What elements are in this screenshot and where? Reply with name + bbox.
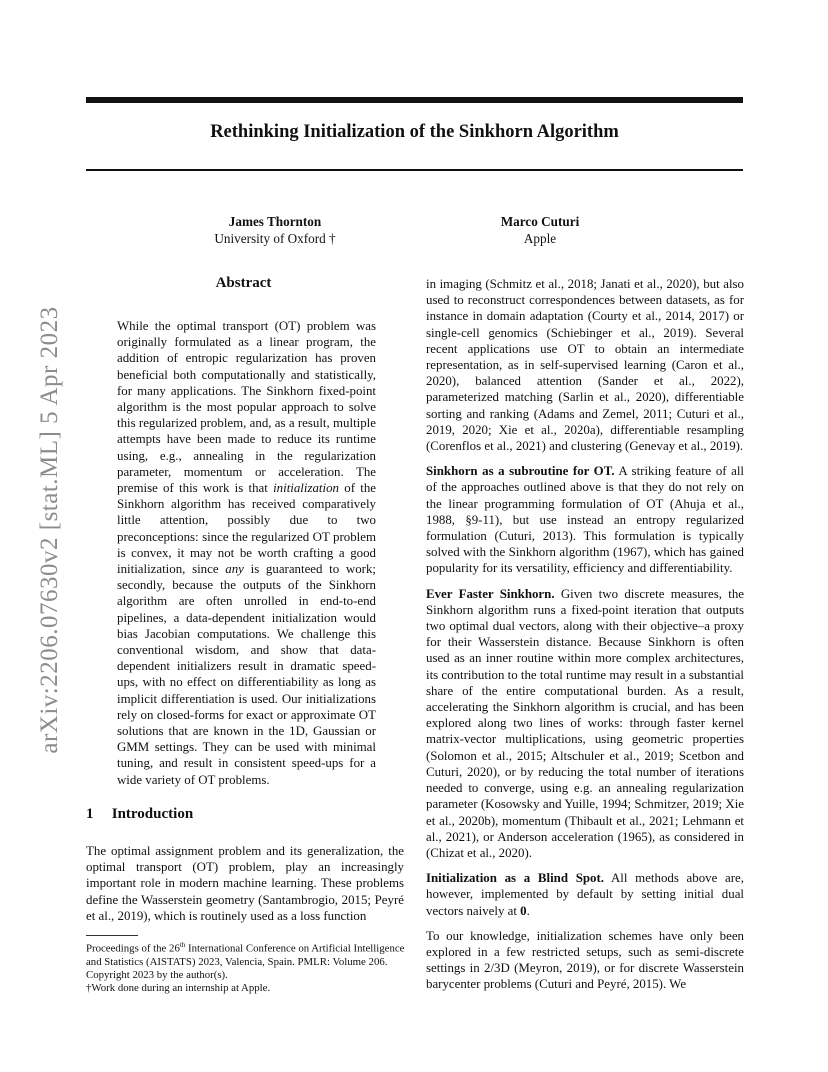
- paragraph-ever-faster: Ever Faster Sinkhorn. Given two discrete measures, the Sinkhorn algorithm runs a fixed-point iteration that outputs two optimal dual vectors, along with their objective–a proxy for their Wasserstein distance. Because Sinkhorn is often used as an inner routine within more complex architectures, its contribution to the total runtime may result in a substantial share of the entire computational burden. As a result, accelerating the Sinkhorn algorithm is crucial, and has been explored along two lines of works: through faster kernel matrix-vector multiplications, using geometric properties (Solomon et al., 2015; Altschuler et al., 2019; Scetbon and Cuturi, 2020), or by reducing the total number of iterations needed to converge, using e.g. an annealing regularization parameter (Kosowsky and Yuille, 1994; Schmitzer, 2019; Xie et al., 2020b), momentum (Thibault et al., 2021; Lehmann et al., 2021), or Anderson acceleration (1965), as considered in (Chizat et al., 2020).: [426, 586, 744, 860]
- paragraph: in imaging (Schmitz et al., 2018; Janati et al., 2020), but also used to reconstruct correspondences between datasets, as for instance in domain adaptation (Courty et al., 2014, 2017) or single-cell genomics (Schiebinger et al., 2019). Several recent applications use OT to obtain an intermediate representation, as in self-supervised learning (Caron et al., 2020), balanced attention (Sander et al., 2022), parameterized matching (Sarlin et al., 2020), differentiable sorting and ranking (Adams and Zemel, 2011; Cuturi et al., 2019, 2020; Xie et al., 2020a), differentiable resampling (Corenflos et al., 2021) and clustering (Genevay et al., 2019).: [426, 277, 744, 454]
- author-name: Marco Cuturi: [500, 214, 580, 229]
- footnote-proceedings: Proceedings of the 26th International Conference on Artificial Intelligence and Statistics (AISTATS) 2023, Valencia, Spain. PMLR: Volume 206. Copyright 2023 by the author(s).: [86, 941, 405, 981]
- paragraph-lead: Initialization as a Blind Spot.: [426, 871, 605, 886]
- paragraph-lead: Ever Faster Sinkhorn.: [426, 586, 555, 601]
- paragraph-lead: Sinkhorn as a subroutine for OT.: [426, 464, 615, 479]
- author-block-1: [170, 213, 380, 247]
- section-title: Introduction: [111, 806, 194, 822]
- title-rule: [86, 169, 743, 171]
- zero-vector: 0: [520, 903, 527, 918]
- abstract-heading: Abstract: [215, 275, 272, 291]
- footnote-work-note: †Work done during an internship at Apple.: [86, 981, 271, 994]
- paragraph-blind-spot: Initialization as a Blind Spot. All methods above are, however, implemented by default by setting initial dual vectors naively at 0.: [426, 871, 744, 918]
- arxiv-stamp: arXiv:2206.07630v2 [stat.ML] 5 Apr 2023: [36, 306, 63, 754]
- emphasis: any: [225, 562, 244, 577]
- footnotes: [86, 939, 409, 995]
- author-affiliation: University of Oxford †: [214, 231, 336, 246]
- footnote-rule: [86, 935, 138, 936]
- emphasis: initialization: [273, 481, 339, 496]
- top-rule: [86, 97, 743, 103]
- intro-paragraph: The optimal assignment problem and its generalization, the optimal transport (OT) problem, play an increasingly important role in modern machine learning. These problems define the Wasserstein geometry (Santambrogio, 2015; Peyré et al., 2019), which is routinely used as a loss function: [86, 844, 404, 923]
- paper-title: Rethinking Initialization of the Sinkhorn Algorithm: [210, 122, 619, 142]
- author-block-2: [435, 213, 645, 247]
- right-column: [426, 276, 744, 1002]
- author-affiliation: Apple: [523, 231, 557, 246]
- paragraph-sinkhorn-subroutine: Sinkhorn as a subroutine for OT. A striking feature of all of the approaches outlined above is that they do not rely on the linear programming formulation of OT (Ahuja et al., 1988, §9-11), but use instead an entropy regularized formulation (Cuturi, 2013). This formulation is typically solved with the Sinkhorn algorithm (1967), which has gained popularity for its versatility, efficiency and differentiability.: [426, 464, 744, 576]
- abstract-body: While the optimal transport (OT) problem was originally formulated as a linear program, the addition of entropic regularization has proven beneficial both computationally and statistically, for many applications. The Sinkhorn fixed-point algorithm is the most popular approach to solve this regularized problem, and, as a result, multiple attempts have been made to reduce its runtime using, e.g., annealing in the regularization parameter, momentum or acceleration. The premise of this work is that initialization of the Sinkhorn algorithm has received comparatively little attention, possibly due to two preconceptions: since the regularized OT problem is convex, it may not be worth crafting a good initialization, since any is guaranteed to work; secondly, because the outputs of the Sinkhorn algorithm are often unrolled in end-to-end pipelines, a data-dependent initialization would bias Jacobian computations. We challenge this conventional wisdom, and show that data-dependent initializers result in dramatic speed-ups, with no effect on differentiability as long as implicit differentiation is used. Our initializations rely on closed-forms for exact or approximate OT solutions that are known in the 1D, Gaussian or GMM settings. They can be used with minimal tuning, and result in consistent speed-ups for a wide variety of OT problems.: [117, 319, 376, 787]
- section-heading-introduction: [86, 806, 193, 823]
- author-name: James Thornton: [228, 214, 322, 229]
- section-number: 1: [86, 806, 94, 822]
- paragraph: To our knowledge, initialization schemes have only been explored in a few restricted setups, such as semi-discrete settings in 2/3D (Meyron, 2019), or for discrete Wasserstein barycenter problems (Cuturi and Peyré, 2015). We: [426, 928, 744, 992]
